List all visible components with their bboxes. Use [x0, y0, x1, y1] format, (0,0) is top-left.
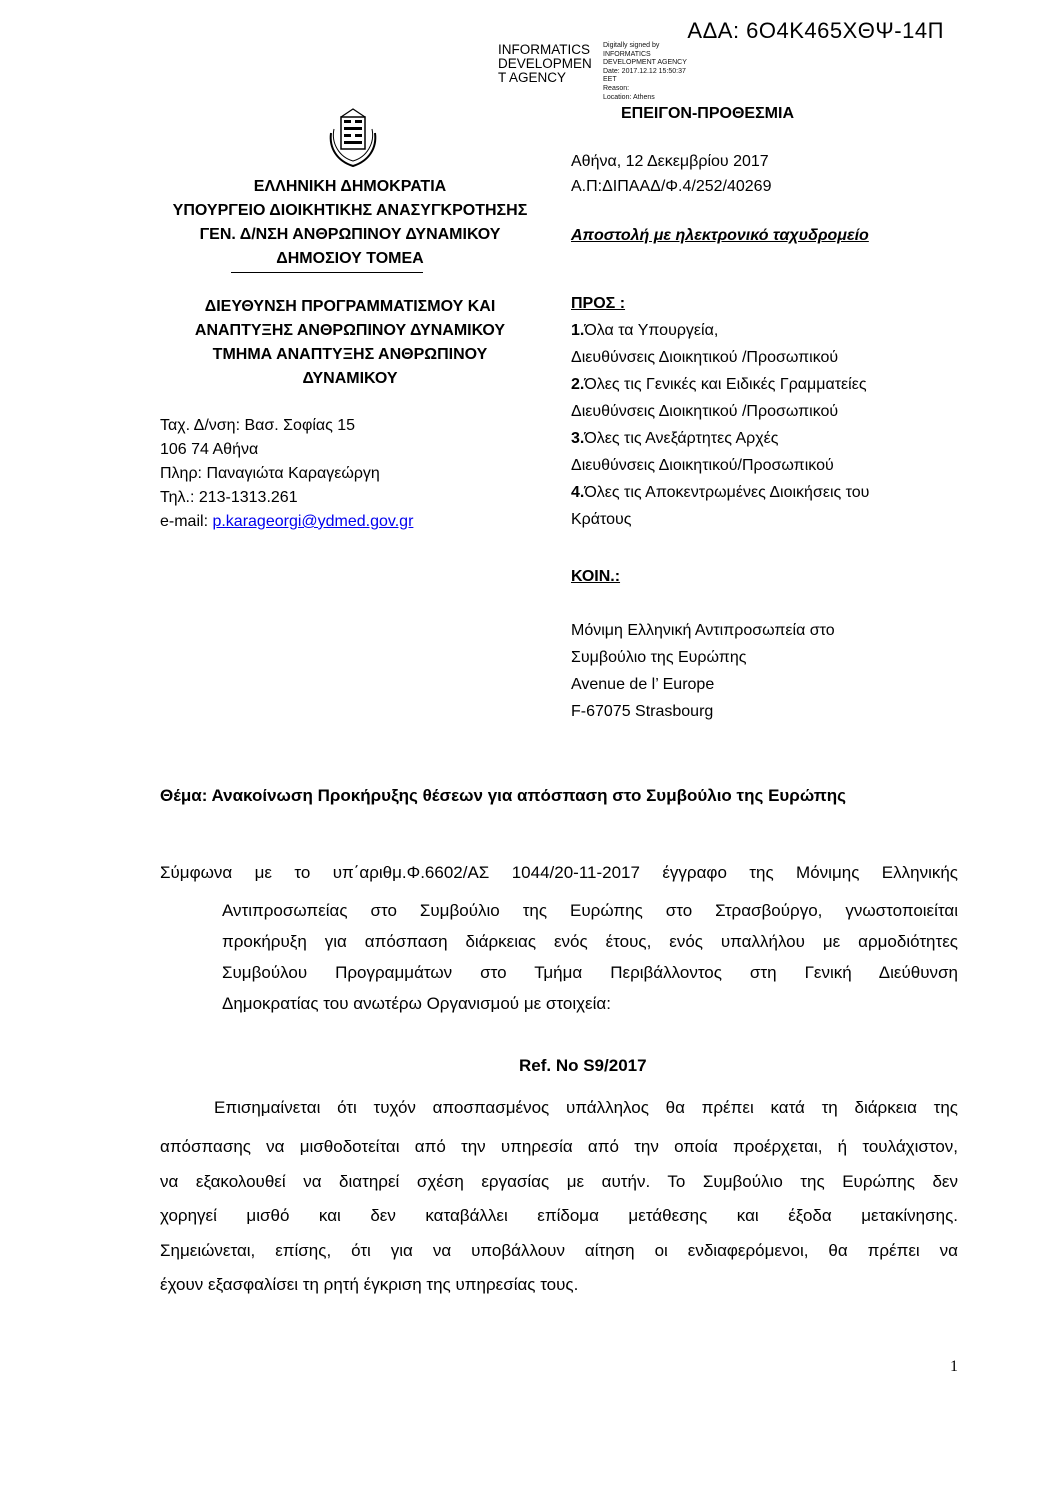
contact-phone: Τηλ.: 213-1313.261 — [160, 489, 298, 506]
paragraph-line: προκήρυξη για απόσπαση διάρκειας ενός έτους, ενός υπαλλήλου με αρμοδιότητες — [222, 932, 958, 951]
contact-block — [160, 414, 413, 534]
signature-org-line: DEVELOPMEN — [498, 56, 592, 71]
dept-line: ΔΙΕΥΘΥΝΣΗ ΠΡΟΓΡΑΜΜΑΤΙΣΜΟΥ ΚΑΙ — [204, 298, 496, 315]
recipient-line: Διευθύνσεις Διοικητικού /Προσωπικού — [571, 349, 839, 366]
paragraph-line: Δημοκρατίας του ανωτέρω Οργανισμού με στοιχεία: — [222, 994, 611, 1013]
recipient-line: Διευθύνσεις Διοικητικού /Προσωπικού — [571, 403, 839, 420]
contact-city: 106 74 Αθήνα — [160, 441, 259, 458]
header-line: ΕΛΛΗΝΙΚΗ ΔΗΜΟΚΡΑΤΙΑ — [253, 178, 447, 195]
signature-meta-line: DEVELOPMENT AGENCY — [603, 59, 687, 67]
dept-line: ΔΥΝΑΜΙΚΟΥ — [302, 370, 398, 387]
signature-meta-line: INFORMATICS — [603, 50, 651, 58]
paragraph-2-first-line: Επισημαίνεται ότι τυχόν αποσπασμένος υπάλληλος θα πρέπει κατά τη διάρκεια της — [214, 1098, 958, 1117]
signature-meta-line: Reason: — [603, 84, 630, 92]
paragraph-2-body — [160, 1130, 958, 1303]
protocol-number: Α.Π:ΔΙΠΑΑΔ/Φ.4/252/40269 — [571, 178, 772, 195]
contact-email-link[interactable]: p.karageorgi@ydmed.gov.gr — [212, 513, 414, 530]
contact-person: Πληρ: Παναγιώτα Καραγεώργη — [160, 465, 380, 482]
paragraph-line: έχουν εξασφαλίσει τη ρητή έγκριση της υπηρεσίας τους. — [160, 1275, 579, 1294]
contact-address: Ταχ. Δ/νση: Βασ. Σοφίας 15 — [160, 417, 356, 434]
ministry-header — [150, 175, 550, 271]
recipient-line: 3.Όλες τις Ανεξάρτητες Αρχές — [571, 430, 779, 447]
cc-line: Avenue de l’ Europe — [571, 676, 715, 693]
header-line: ΓΕΝ. Δ/ΝΣΗ ΑΝΘΡΩΠΙΝΟΥ ΔΥΝΑΜΙΚΟΥ — [199, 226, 501, 243]
signature-org-line: T AGENCY — [498, 70, 567, 85]
paragraph-line: χορηγεί μισθό και δεν καταβάλλει επίδομα μετάθεσης και έξοδα μετακίνησης. — [160, 1206, 958, 1225]
cc-line: Μόνιμη Ελληνική Αντιπροσωπεία στο — [571, 622, 835, 639]
header-line: ΥΠΟΥΡΓΕΙΟ ΔΙΟΙΚΗΤΙΚΗΣ ΑΝΑΣΥΓΚΡΟΤΗΣΗΣ — [172, 202, 528, 219]
signature-meta-line: Date: 2017.12.12 15:50:37 — [603, 67, 686, 75]
cc-line: Συμβούλιο της Ευρώπης — [571, 649, 747, 666]
to-label: ΠΡΟΣ : — [571, 295, 626, 312]
signature-org-line: INFORMATICS — [498, 42, 590, 57]
recipient-line: Κράτους — [571, 511, 632, 528]
cc-label: ΚΟΙΝ.: — [571, 568, 621, 585]
dept-line: ΑΝΑΠΤΥΞΗΣ ΑΝΘΡΩΠΙΝΟΥ ΔΥΝΑΜΙΚΟΥ — [194, 322, 506, 339]
recipient-line: 1.Όλα τα Υπουργεία, — [571, 322, 719, 339]
paragraph-line: απόσπασης να μισθοδοτείται από την υπηρεσία από την οποία προέρχεται, ή τουλάχιστον, — [160, 1137, 958, 1156]
paragraph-line: Συμβούλου Προγραμμάτων στο Τμήμα Περιβάλλοντος στη Γενική Διεύθυνση — [222, 963, 958, 982]
contact-email-label: e-mail: — [160, 513, 213, 530]
date-line: Αθήνα, 12 Δεκεμβρίου 2017 — [571, 153, 769, 170]
signature-meta-line: Digitally signed by — [603, 42, 660, 49]
signature-org — [498, 43, 592, 85]
signature-meta-line: EET — [603, 76, 617, 84]
contact-email-row — [160, 510, 413, 534]
recipient-line: Διευθύνσεις Διοικητικού/Προσωπικού — [571, 457, 834, 474]
signature-meta-line: Location: Athens — [603, 93, 655, 101]
paragraph-line: να εξακολουθεί να διατηρεί σχέση εργασίας με αυτήν. Το Συμβούλιο της Ευρώπης δεν — [160, 1171, 958, 1191]
greek-emblem-icon — [325, 103, 381, 169]
header-line: ΔΗΜΟΣΙΟΥ ΤΟΜΕΑ — [276, 250, 424, 267]
recipient-line: 2.Όλες τις Γενικές και Ειδικές Γραμματείες — [571, 376, 867, 393]
cc-list — [571, 617, 835, 725]
department-header — [150, 295, 550, 391]
cc-line: F-67075 Strasbourg — [571, 703, 714, 720]
dept-line: ΤΜΗΜΑ ΑΝΑΠΤΥΞΗΣ ΑΝΘΡΩΠΙΝΟΥ — [212, 346, 488, 363]
urgency-label: ΕΠΕΙΓΟΝ-ΠΡΟΘΕΣΜΙΑ — [621, 105, 795, 122]
delivery-method: Αποστολή με ηλεκτρονικό ταχυδρομείο — [571, 227, 869, 244]
header-divider — [231, 272, 423, 273]
reference-number: Ref. No S9/2017 — [519, 1056, 647, 1075]
signature-meta — [603, 42, 687, 102]
ada-code: ΑΔΑ: 6Ο4Κ465ΧΘΨ-14Π — [687, 18, 944, 43]
subject-line: Θέμα: Ανακοίνωση Προκήρυξης θέσεων για απόσπαση στο Συμβούλιο της Ευρώπης — [160, 786, 846, 805]
recipient-line: 4.Όλες τις Αποκεντρωμένες Διοικήσεις του — [571, 484, 870, 501]
recipients-list — [571, 317, 869, 533]
paragraph-line: Σημειώνεται, επίσης, ότι για να υποβάλλουν αίτηση οι ενδιαφερόμενοι, θα πρέπει να — [160, 1240, 958, 1260]
paragraph-1-first-line: Σύμφωνα με το υπ΄αριθμ.Φ.6602/ΑΣ 1044/20-11-2017 έγγραφο της Μόνιμης Ελληνικής — [160, 863, 958, 882]
page-number: 1 — [950, 1358, 958, 1375]
paragraph-line: Αντιπροσωπείας στο Συμβούλιο της Ευρώπης στο Στρασβούργο, γνωστοποιείται — [222, 901, 958, 920]
paragraph-1-body — [222, 895, 958, 1019]
